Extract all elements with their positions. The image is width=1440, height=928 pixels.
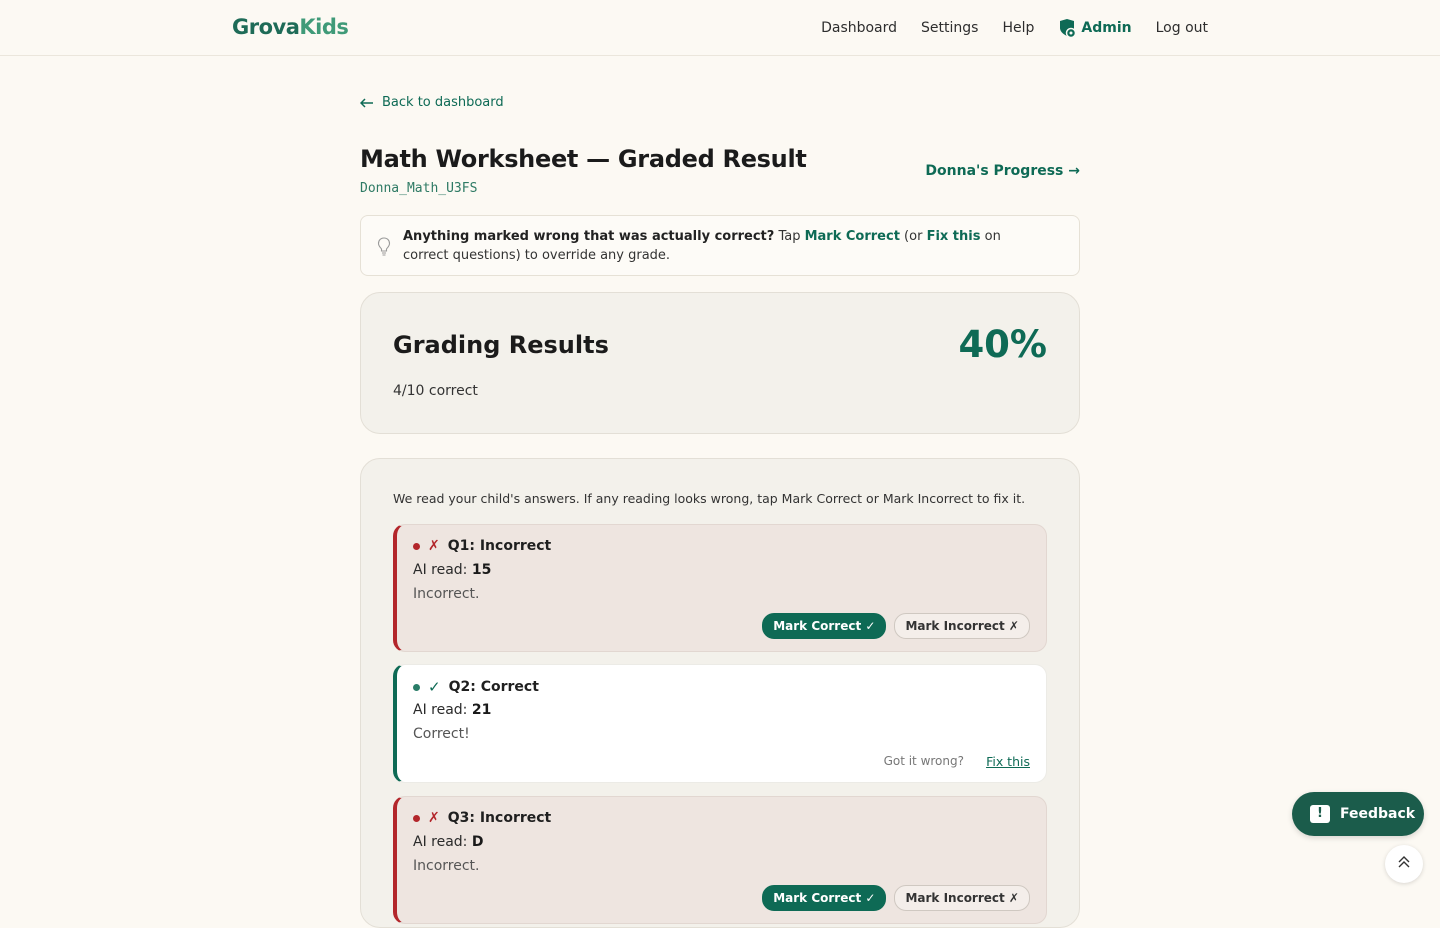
- logo[interactable]: [232, 15, 348, 39]
- logo-main: Grova: [232, 15, 300, 39]
- back-to-dashboard-link[interactable]: [360, 95, 504, 110]
- question-card: [393, 796, 1047, 924]
- worksheet-id: Donna_Math_U3FS: [360, 181, 478, 196]
- logo-accent: Kids: [299, 15, 349, 39]
- question-header: [413, 810, 551, 826]
- fix-this-link[interactable]: Fix this: [986, 754, 1030, 769]
- scroll-up-icon: [1397, 856, 1411, 872]
- answers-card: [360, 458, 1080, 928]
- mark-correct-button[interactable]: Mark Correct ✓: [762, 885, 886, 911]
- mark-incorrect-button[interactable]: Mark Incorrect ✗: [894, 885, 1030, 911]
- cross-icon: ✗: [428, 538, 440, 554]
- back-link-label: Back to dashboard: [382, 95, 504, 110]
- question-feedback: Incorrect.: [413, 586, 480, 602]
- got-it-wrong-text: Got it wrong?: [883, 754, 964, 768]
- status-dot: [413, 543, 420, 550]
- status-dot: [413, 815, 420, 822]
- scroll-top-button[interactable]: [1385, 845, 1423, 883]
- override-buttons: [762, 885, 1030, 911]
- results-title: Grading Results: [393, 331, 609, 359]
- question-header: [413, 538, 551, 554]
- question-card: [393, 664, 1047, 783]
- nav-admin[interactable]: [1058, 18, 1131, 38]
- question-label: Q1: Incorrect: [447, 538, 552, 554]
- override-buttons: [762, 613, 1030, 639]
- score-percent: 40%: [958, 323, 1047, 366]
- nav-admin-label: Admin: [1081, 20, 1132, 36]
- feedback-label: Feedback: [1340, 806, 1416, 822]
- cross-icon: ✗: [428, 810, 440, 826]
- grading-results-card: [360, 292, 1080, 434]
- mark-correct-button[interactable]: Mark Correct ✓: [762, 613, 886, 639]
- page-title: Math Worksheet — Graded Result: [360, 145, 807, 173]
- feedback-icon: !: [1310, 805, 1330, 823]
- question-label: Q3: Incorrect: [447, 810, 552, 826]
- question-label: Q2: Correct: [448, 679, 539, 695]
- top-nav: [0, 0, 1440, 56]
- tip-text: Anything marked wrong that was actually correct? Tap Mark Correct (or Fix this on correct questions) to override any grade.: [403, 229, 1001, 263]
- ai-read: AI read: 21: [413, 702, 492, 718]
- nav-settings[interactable]: Settings: [921, 20, 979, 36]
- nav-help[interactable]: Help: [1002, 20, 1035, 36]
- nav-logout[interactable]: Log out: [1155, 20, 1208, 36]
- nav-links: [821, 18, 1208, 38]
- admin-shield-icon: [1058, 18, 1076, 38]
- check-icon: ✓: [428, 678, 441, 696]
- question-header: [413, 678, 539, 696]
- status-dot: [413, 684, 420, 691]
- question-feedback: Correct!: [413, 726, 470, 742]
- arrow-left-icon: [360, 98, 374, 108]
- ai-read: AI read: D: [413, 834, 484, 850]
- nav-dashboard[interactable]: Dashboard: [821, 20, 898, 36]
- question-card: [393, 524, 1047, 652]
- override-tip: [360, 215, 1080, 276]
- feedback-button[interactable]: [1292, 792, 1424, 836]
- progress-link[interactable]: Donna's Progress →: [925, 163, 1080, 179]
- question-feedback: Incorrect.: [413, 858, 480, 874]
- ai-read: AI read: 15: [413, 562, 492, 578]
- lightbulb-icon: [377, 236, 391, 258]
- answers-note: We read your child's answers. If any reading looks wrong, tap Mark Correct or Mark Incorrect to fix it.: [393, 491, 1026, 506]
- correct-count: 4/10 correct: [393, 383, 478, 399]
- mark-incorrect-button[interactable]: Mark Incorrect ✗: [894, 613, 1030, 639]
